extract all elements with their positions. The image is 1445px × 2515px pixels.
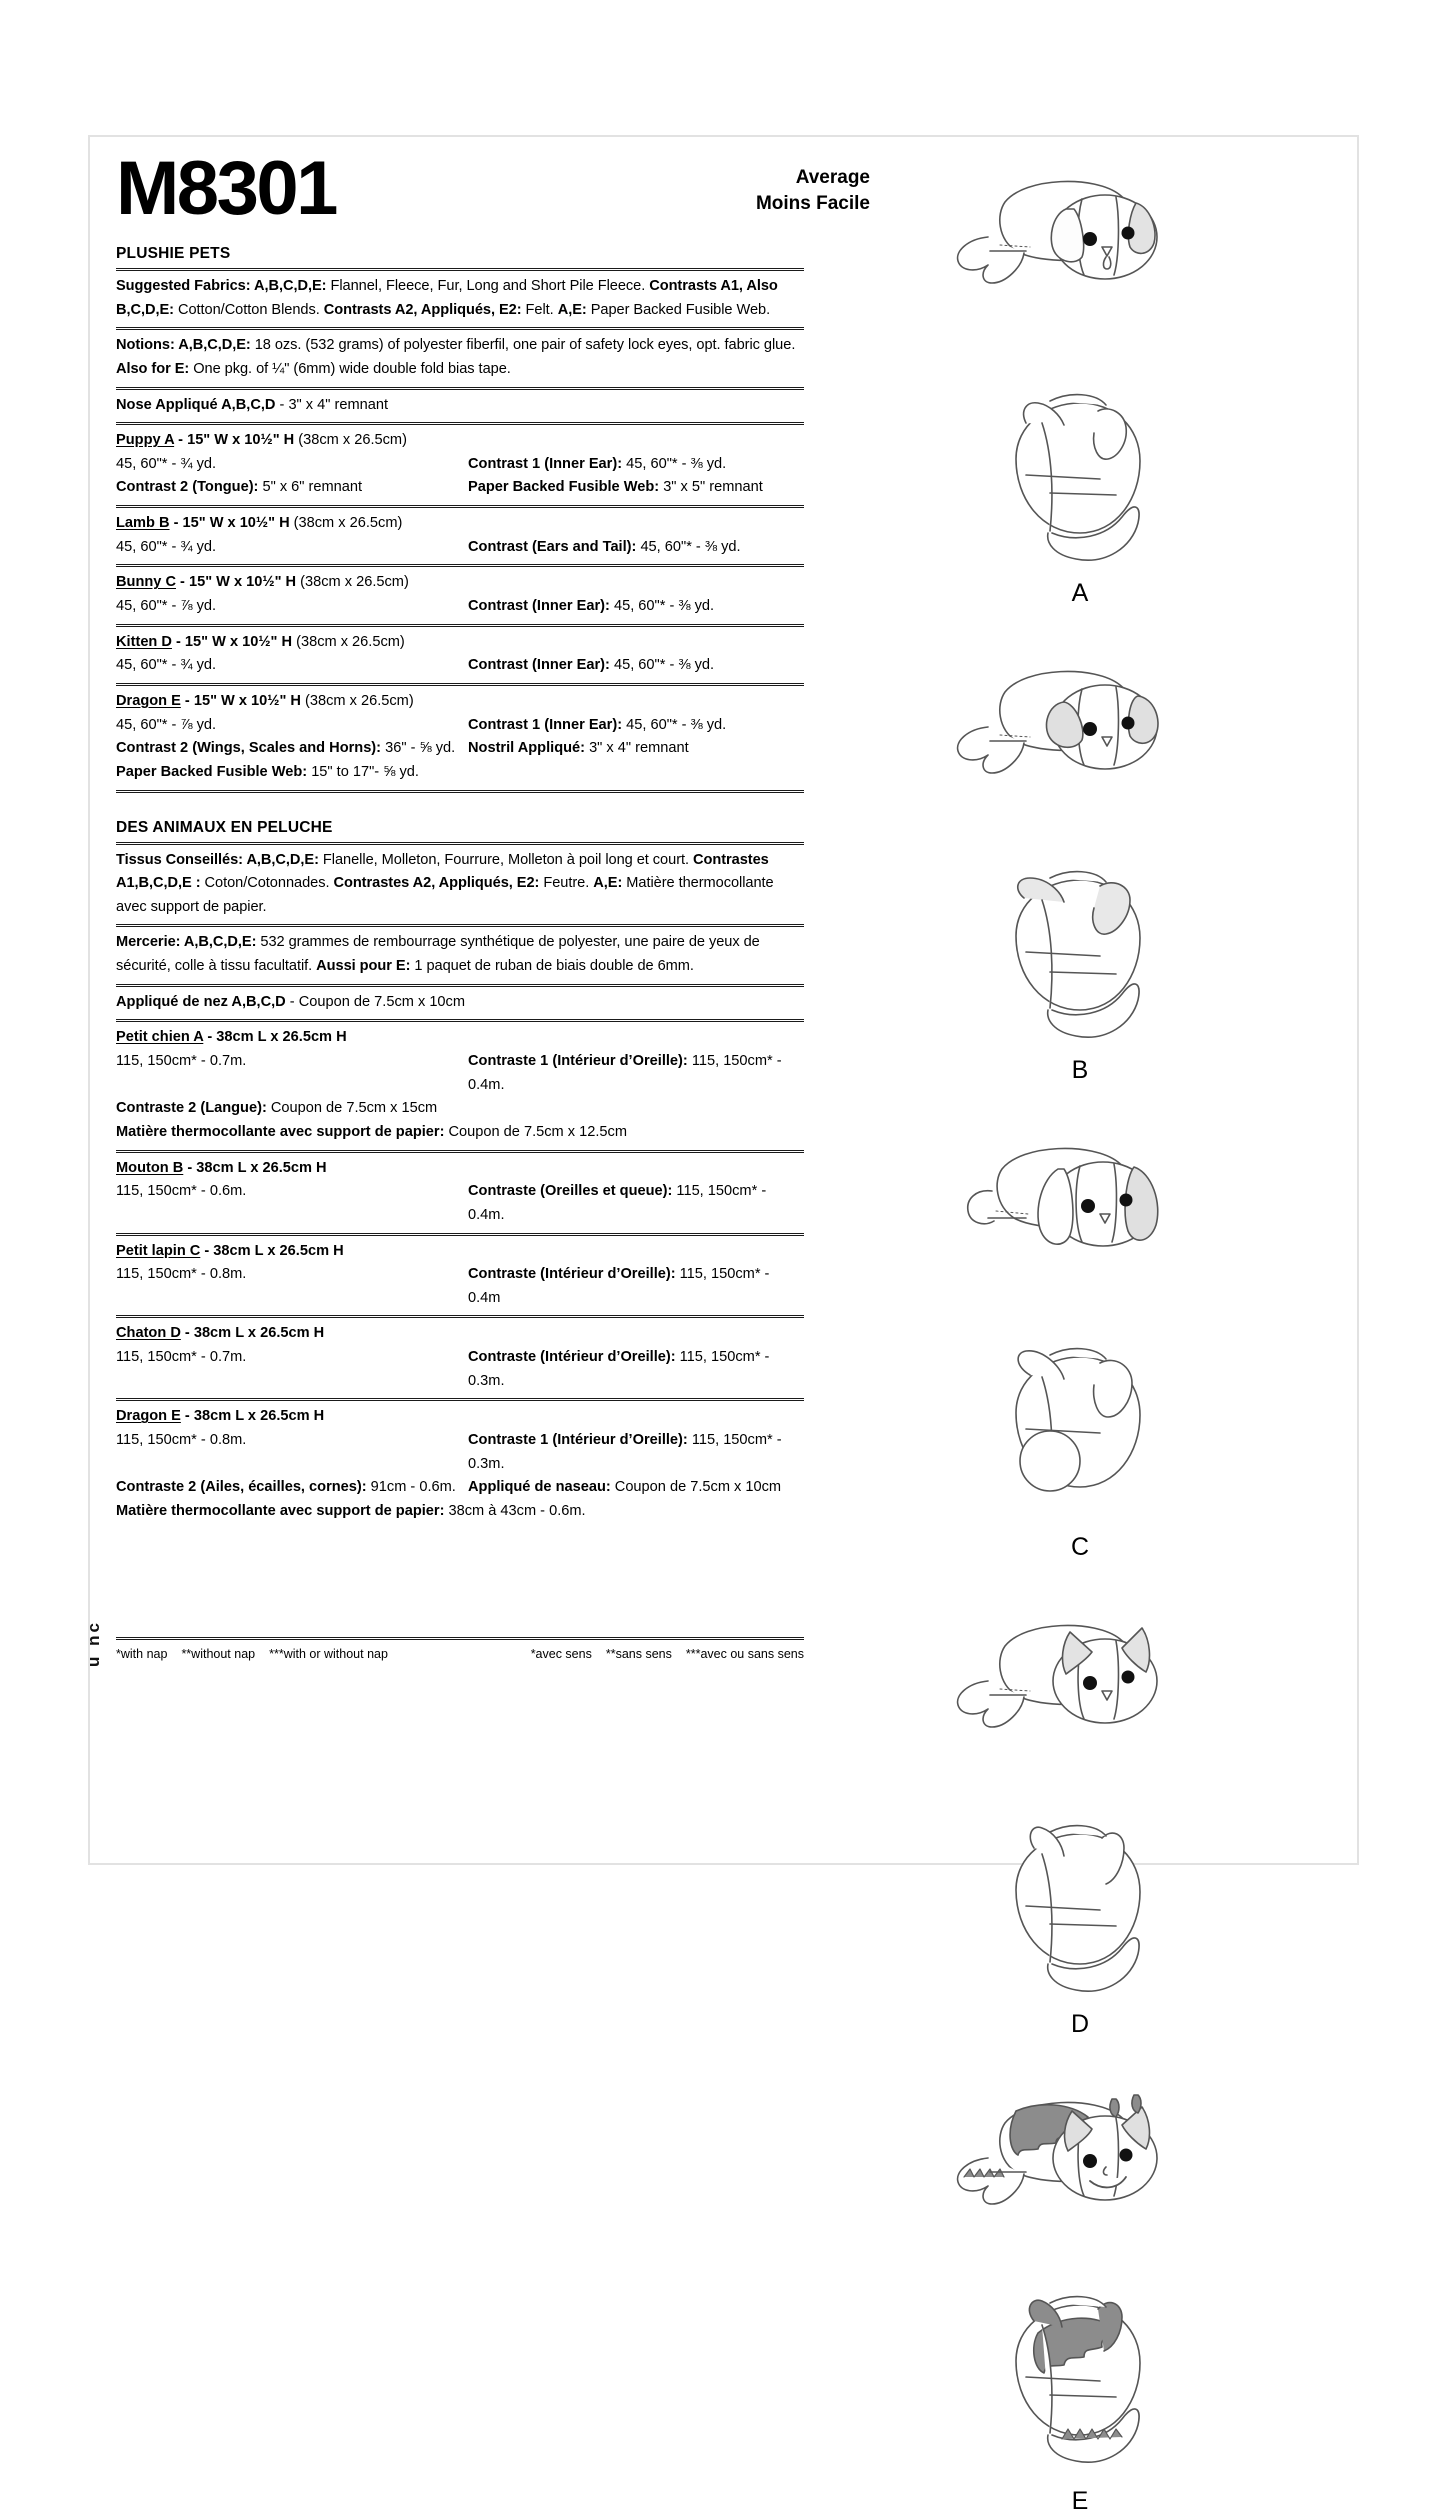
- left-value: 115, 150cm* - 0.6m.: [116, 1183, 247, 1200]
- nose-applique-label: Nose Appliqué A,B,C,D: [116, 396, 276, 413]
- view-size: - 15" W x 10½" H: [180, 692, 301, 709]
- fabrics-label-3: Contrasts A2, Appliqués, E2:: [323, 301, 522, 318]
- right-value: 3" x 5" remnant: [659, 479, 763, 496]
- view-size: - 15" W x 10½" H: [174, 432, 295, 449]
- view-metric: (38cm x 26.5cm): [289, 515, 403, 532]
- notions-text-2: One pkg. of ¼" (6mm) wide double fold bias tape.: [189, 360, 511, 377]
- left-value: 115, 150cm* - 0.7m.: [116, 1349, 247, 1366]
- right-value: 45, 60"* - ⅜ yd.: [609, 598, 715, 615]
- left-label: Contrast 2 (Tongue):: [116, 479, 259, 496]
- pattern-envelope-back: [84, 135, 1359, 2515]
- fabrics-text-4: Matière thermocollante avec support de papier.: [116, 875, 774, 915]
- view-block-lamb-b: [116, 508, 804, 564]
- left-value: 45, 60"* - ¾ yd.: [116, 538, 217, 555]
- footnote-with-nap: *with nap: [116, 1647, 168, 1661]
- left-value: 45, 60"* - ¾ yd.: [116, 657, 217, 674]
- footnote-avec-sens: *avec sens: [530, 1647, 592, 1661]
- french-section-title: DES ANIMAUX EN PELUCHE: [116, 818, 333, 836]
- view-size: - 38cm L x 26.5cm H: [180, 1408, 325, 1425]
- left-value: 115, 150cm* - 0.7m.: [116, 1053, 247, 1070]
- pattern-number: M8301: [116, 146, 336, 231]
- yardage-row: [116, 536, 804, 560]
- extra-value: Coupon de 7.5cm x 12.5cm: [444, 1123, 627, 1140]
- footnote-without-nap: **without nap: [181, 1647, 256, 1661]
- english-section-title: PLUSHIE PETS: [116, 245, 231, 262]
- right-label: Contrast (Ears and Tail):: [468, 538, 637, 555]
- right-label: Contrast 1 (Inner Ear):: [468, 455, 623, 472]
- view-metric: (38cm x 26.5cm): [294, 432, 407, 449]
- notions-label-2: Also for E:: [116, 360, 190, 377]
- yardage-row: [116, 476, 804, 500]
- right-label: Contraste (Intérieur d’Oreille):: [468, 1266, 676, 1283]
- view-name: Mouton B: [116, 1159, 184, 1176]
- yardage-row: [116, 1346, 804, 1393]
- left-value: 45, 60"* - ¾ yd.: [116, 455, 217, 472]
- bunny-illustration: [930, 1111, 1230, 1351]
- right-label: Contraste 1 (Intérieur d’Oreille):: [468, 1431, 688, 1448]
- view-name: Lamb B: [116, 515, 170, 532]
- lamb-illustration: [930, 634, 1230, 874]
- nose-applique-value: - 3" x 4" remnant: [275, 396, 389, 413]
- right-label: Contrast (Inner Ear):: [468, 598, 610, 615]
- difficulty-english: Average: [795, 167, 870, 188]
- notions-text-2: 1 paquet de ruban de biais double de 6mm.: [410, 958, 694, 975]
- view-metric: (38cm x 26.5cm): [300, 692, 414, 709]
- french-suggested-fabrics: [116, 845, 804, 925]
- extra-label: Paper Backed Fusible Web:: [116, 763, 308, 780]
- dragon-back-illustration: [930, 2281, 1230, 2491]
- left-value: Coupon de 7.5cm x 15cm: [266, 1100, 438, 1117]
- view-block-mouton-b: [116, 1153, 804, 1233]
- puppy-back-illustration: [930, 383, 1230, 583]
- view-name: Bunny C: [116, 574, 176, 591]
- view-name: Kitten D: [116, 633, 172, 650]
- illustration-view-d: [810, 1588, 1350, 2037]
- right-value: 115, 150cm* - 0.3m.: [468, 1349, 770, 1389]
- right-label: Paper Backed Fusible Web:: [468, 479, 660, 496]
- right-label: Contrast 1 (Inner Ear):: [468, 716, 623, 733]
- view-name: Dragon E: [116, 692, 181, 709]
- notions-text-1: 532 grammes de rembourrage synthétique de polyester, une paire de yeux de sécurité, colle à tissu facultatif.: [116, 934, 760, 975]
- extra-row: [116, 1500, 804, 1524]
- view-label-a: A: [1071, 579, 1089, 607]
- yardage-row: [116, 595, 804, 619]
- english-nose-applique: [116, 390, 804, 423]
- left-value: 5" x 6" remnant: [258, 479, 363, 496]
- fabrics-text-3: Felt.: [521, 301, 558, 318]
- view-size: - 38cm L x 26.5cm H: [180, 1325, 325, 1342]
- view-size: - 15" W x 10½" H: [169, 515, 290, 532]
- left-value: 115, 150cm* - 0.8m.: [116, 1431, 247, 1448]
- right-value: 45, 60"* - ⅜ yd.: [609, 657, 715, 674]
- view-name: Dragon E: [116, 1408, 181, 1425]
- right-value: 45, 60"* - ⅜ yd.: [622, 455, 727, 472]
- extra-row: [116, 1121, 804, 1145]
- view-block-bunny-c: [116, 567, 804, 623]
- footnotes: [116, 1637, 804, 1664]
- specifications-column: [116, 245, 804, 1529]
- left-label: Contraste 2 (Ailes, écailles, cornes):: [116, 1479, 367, 1496]
- fabrics-text-4: Paper Backed Fusible Web.: [586, 301, 771, 318]
- right-label: Appliqué de naseau:: [468, 1479, 611, 1496]
- french-nose-applique: [116, 987, 804, 1020]
- yardage-row: [116, 1097, 804, 1121]
- right-value: 45, 60"* - ⅜ yd.: [622, 716, 727, 733]
- view-name: Petit chien A: [116, 1029, 204, 1046]
- view-label-c: C: [1070, 1533, 1090, 1561]
- view-name: Puppy A: [116, 432, 175, 449]
- notions-text-1: 18 ozs. (532 grams) of polyester fiberfil, one pair of safety lock eyes, opt. fabric glue.: [250, 337, 796, 354]
- nose-applique-label: Appliqué de nez A,B,C,D: [116, 993, 286, 1010]
- french-notions: [116, 927, 804, 983]
- fabrics-label-3: Contrastes A2, Appliqués, E2:: [333, 875, 540, 892]
- difficulty-french: Moins Facile: [755, 192, 870, 214]
- illustration-view-b: [810, 634, 1350, 1083]
- view-block-dragon-e: [116, 686, 804, 790]
- view-size: - 38cm L x 26.5cm H: [200, 1242, 344, 1259]
- extra-label: Matière thermocollante avec support de papier:: [116, 1123, 445, 1140]
- right-value: 3" x 4" remnant: [585, 740, 689, 757]
- view-block-dragon-e-fr: [116, 1401, 804, 1528]
- english-suggested-fabrics: [116, 271, 804, 327]
- yardage-row: [116, 1180, 804, 1227]
- yardage-row: [116, 654, 804, 678]
- extra-label: Matière thermocollante avec support de papier:: [116, 1502, 445, 1519]
- yardage-row: [116, 1263, 804, 1310]
- right-value: 115, 150cm* - 0.4m.: [468, 1183, 767, 1223]
- extra-row: [116, 761, 804, 785]
- fabrics-label-2: Contrastes A1,B,C,D,E :: [116, 851, 769, 892]
- view-label-e: E: [1071, 2487, 1089, 2515]
- right-value: Coupon de 7.5cm x 10cm: [610, 1479, 782, 1496]
- view-block-petit-lapin-c: [116, 1236, 804, 1316]
- fabrics-text-1: Flannel, Fleece, Fur, Long and Short Pile Fleece.: [326, 278, 650, 294]
- view-size: - 15" W x 10½" H: [171, 633, 293, 650]
- footnote-with-or-without-nap: ***with or without nap: [269, 1647, 388, 1661]
- yardage-row: [116, 1050, 804, 1097]
- right-value: 115, 150cm* - 0.4m.: [468, 1053, 782, 1093]
- right-label: Contraste (Oreilles et queue):: [468, 1183, 673, 1200]
- right-value: 45, 60"* - ⅜ yd.: [636, 538, 741, 555]
- view-block-petit-chien-a: [116, 1022, 804, 1149]
- footnotes-english: [116, 1646, 388, 1664]
- view-block-chaton-d: [116, 1318, 804, 1398]
- right-label: Contraste (Intérieur d’Oreille):: [468, 1349, 676, 1366]
- view-metric: (38cm x 26.5cm): [296, 574, 409, 591]
- footnotes-french: [531, 1646, 804, 1664]
- yardage-row: [116, 1429, 804, 1476]
- fabrics-label: Suggested Fabrics: A,B,C,D,E:: [116, 278, 327, 294]
- illustration-view-a: [810, 147, 1350, 606]
- illustrations-column: [810, 147, 1350, 2514]
- left-value: 91cm - 0.6m.: [366, 1479, 456, 1496]
- right-label: Contrast (Inner Ear):: [468, 657, 610, 674]
- left-label: Contrast 2 (Wings, Scales and Horns):: [116, 740, 382, 757]
- view-size: - 38cm L x 26.5cm H: [203, 1029, 347, 1046]
- fabrics-label-4: A,E:: [593, 875, 623, 892]
- view-size: - 38cm L x 26.5cm H: [183, 1159, 327, 1176]
- fabrics-label-2: Contrasts A1, Also B,C,D,E:: [116, 278, 778, 318]
- right-label: Nostril Appliqué:: [468, 740, 586, 757]
- fabrics-text-2: Coton/Cotonnades.: [200, 875, 334, 892]
- notions-label-2: Aussi pour E:: [316, 958, 411, 975]
- bunny-back-illustration: [930, 1337, 1230, 1537]
- footnote-sans-sens: **sans sens: [605, 1647, 672, 1661]
- nose-applique-value: - Coupon de 7.5cm x 10cm: [285, 993, 465, 1010]
- illustration-view-c: [810, 1111, 1350, 1560]
- fabrics-text-2: Cotton/Cotton Blends.: [173, 301, 324, 318]
- right-value: 115, 150cm* - 0.3m.: [468, 1431, 782, 1472]
- fabrics-label-4: A,E:: [557, 301, 587, 318]
- left-value: 45, 60"* - ⅞ yd.: [116, 598, 217, 615]
- left-value: 115, 150cm* - 0.8m.: [116, 1266, 247, 1283]
- fabrics-label: Tissus Conseillés: A,B,C,D,E:: [116, 851, 319, 868]
- left-value: 36" - ⅝ yd.: [381, 740, 456, 757]
- fabrics-text-1: Flanelle, Molleton, Fourrure, Molleton à poil long et court.: [318, 851, 694, 868]
- view-label-d: D: [1070, 2010, 1090, 2038]
- notions-label: Mercerie: A,B,C,D,E:: [116, 934, 257, 951]
- view-size: - 15" W x 10½" H: [176, 574, 297, 591]
- right-value: 115, 150cm* - 0.4m: [468, 1266, 770, 1306]
- view-block-kitten-d: [116, 627, 804, 683]
- yardage-row: [116, 737, 804, 761]
- view-name: Chaton D: [116, 1325, 181, 1342]
- lamb-back-illustration: [930, 860, 1230, 1060]
- yardage-row: [116, 1476, 804, 1500]
- right-label: Contraste 1 (Intérieur d’Oreille):: [468, 1053, 688, 1070]
- kitten-back-illustration: [930, 1814, 1230, 2014]
- view-name: Petit lapin C: [116, 1242, 201, 1259]
- left-value: 45, 60"* - ⅞ yd.: [116, 716, 217, 733]
- notions-label: Notions: A,B,C,D,E:: [116, 337, 251, 354]
- view-block-puppy-a: [116, 425, 804, 505]
- dragon-illustration: [930, 2065, 1230, 2295]
- corner-code: u nc: [84, 1620, 103, 1667]
- view-metric: (38cm x 26.5cm): [292, 633, 405, 650]
- puppy-illustration: [930, 147, 1230, 397]
- yardage-row: [116, 714, 804, 738]
- fabrics-text-3: Feutre.: [539, 875, 594, 892]
- extra-value: 38cm à 43cm - 0.6m.: [444, 1502, 586, 1519]
- illustration-view-e: [810, 2065, 1350, 2514]
- kitten-illustration: [930, 1588, 1230, 1828]
- left-label: Contraste 2 (Langue):: [116, 1100, 267, 1117]
- view-label-b: B: [1071, 1056, 1089, 1084]
- footnote-avec-ou-sans-sens: ***avec ou sans sens: [685, 1647, 804, 1661]
- extra-value: 15" to 17"- ⅝ yd.: [307, 763, 419, 780]
- english-notions: [116, 330, 804, 386]
- yardage-row: [116, 453, 804, 477]
